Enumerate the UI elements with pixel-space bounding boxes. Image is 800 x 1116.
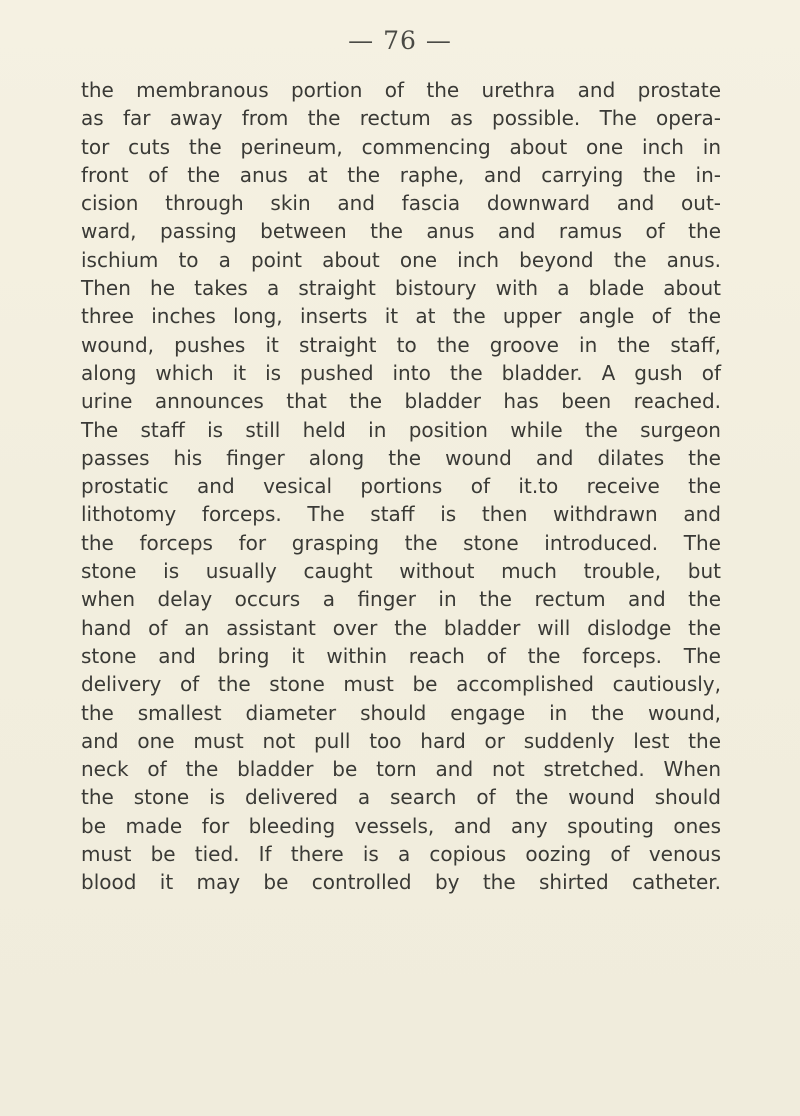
- text-line: hand of an assistant over the bladder will dislodge the: [81, 615, 721, 640]
- text-line: urine announces that the bladder has been reached.: [81, 389, 721, 414]
- text-line: lithotomy forceps. The staff is then withdrawn and: [81, 502, 721, 527]
- text-line: delivery of the stone must be accomplished cautiously,: [81, 672, 721, 697]
- text-line: ischium to a point about one inch beyond the anus.: [81, 247, 721, 272]
- text-line: the membranous portion of the urethra and prostate: [81, 78, 721, 102]
- text-line: the smallest diameter should engage in the wound,: [81, 700, 721, 725]
- text-line: cision through skin and fascia downward and out-: [81, 191, 721, 216]
- text-line: The staff is still held in position while the surgeon: [81, 417, 721, 442]
- text-line: stone and bring it within reach of the forceps. The: [81, 643, 721, 668]
- text-line: the stone is delivered a search of the wound should: [81, 785, 721, 810]
- text-line: neck of the bladder be torn and not stretched. When: [81, 757, 721, 782]
- text-line: blood it may be controlled by the shirted catheter.: [81, 870, 721, 895]
- body-paragraph: [81, 76, 721, 897]
- text-line: must be tied. If there is a copious oozing of venous: [81, 842, 721, 867]
- text-line: ward, passing between the anus and ramus of the: [81, 219, 721, 244]
- text-line: Then he takes a straight bistoury with a blade about: [81, 276, 721, 301]
- text-line: stone is usually caught without much trouble, but: [81, 559, 721, 584]
- text-line: passes his finger along the wound and dilates the: [81, 445, 721, 470]
- text-line: three inches long, inserts it at the upper angle of the: [81, 304, 721, 329]
- text-line: be made for bleeding vessels, and any spouting ones: [81, 813, 721, 838]
- text-line: tor cuts the perineum, commencing about one inch in: [81, 134, 721, 159]
- text-line: wound, pushes it straight to the groove in the staff,: [81, 332, 721, 357]
- text-line: the forceps for grasping the stone introduced. The: [81, 530, 721, 555]
- text-line: as far away from the rectum as possible. The opera-: [81, 106, 721, 131]
- text-line: when delay occurs a finger in the rectum and the: [81, 587, 721, 612]
- text-line: along which it is pushed into the bladder. A gush of: [81, 360, 721, 385]
- text-line: prostatic and vesical portions of it.to receive the: [81, 474, 721, 499]
- text-line: front of the anus at the raphe, and carrying the in-: [81, 162, 721, 187]
- text-line: and one must not pull too hard or suddenly lest the: [81, 728, 721, 753]
- page-number: — 76 —: [348, 26, 452, 55]
